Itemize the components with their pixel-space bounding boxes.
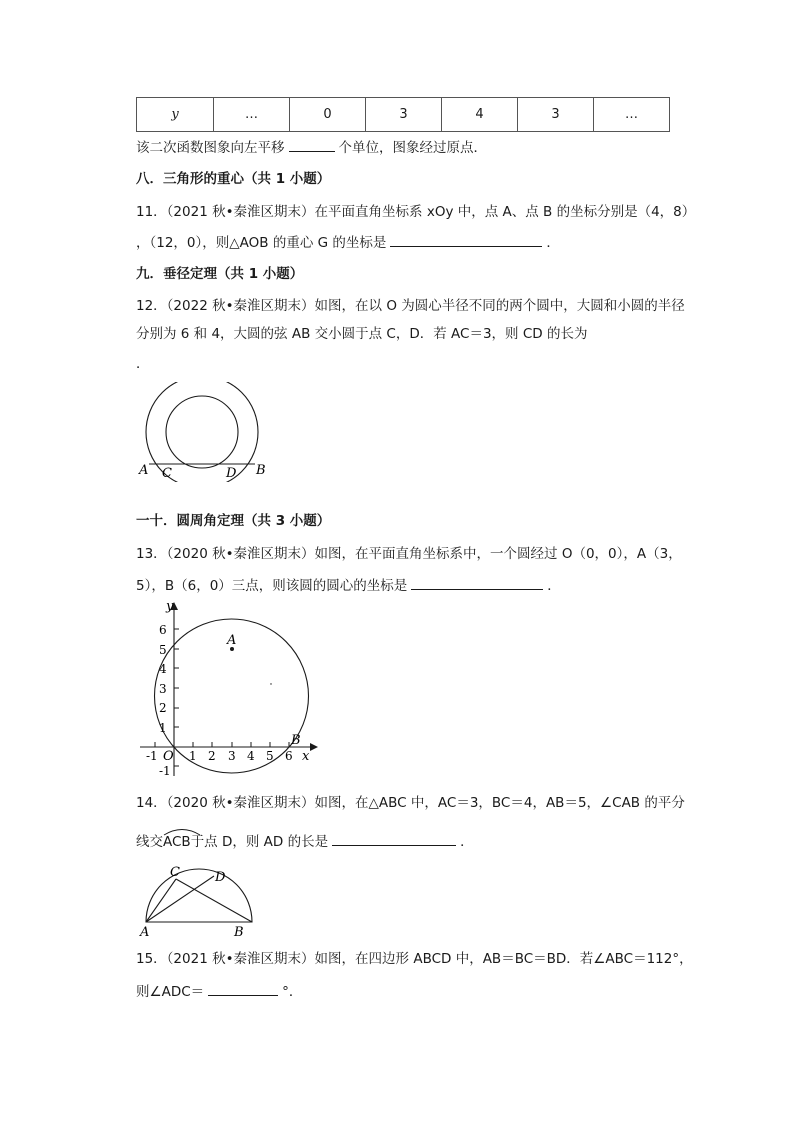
value-table: [136, 97, 670, 132]
q11-text-after: ．: [546, 235, 560, 251]
q12-line1: 12．（2022 秋•秦淮区期末）如图，在以 O 为圆心半径不同的两个圆中，大圆和小圆的半径: [136, 298, 685, 314]
table-cell: 3: [366, 98, 442, 132]
table-row: [137, 98, 670, 132]
label-a: A: [139, 463, 149, 478]
y-tick-label: 6: [159, 623, 167, 637]
y-tick-label: 2: [159, 701, 167, 715]
label-c: C: [162, 466, 172, 481]
semicircle-triangle-figure: [138, 862, 268, 942]
q15-line2: [136, 982, 302, 1001]
answer-blank[interactable]: [332, 832, 456, 846]
label-b: B: [256, 463, 266, 478]
table-cell: …: [594, 98, 670, 132]
origin-label: O: [163, 749, 174, 764]
answer-blank[interactable]: [390, 233, 542, 247]
y-tick-label: 4: [159, 662, 167, 676]
arc-label: ACB: [163, 834, 191, 850]
q15-text-before: 则∠ADC＝: [136, 984, 205, 1000]
q10-text-before: 该二次函数图象向左平移: [136, 140, 285, 156]
section-heading-10: 一十．圆周角定理（共 3 小题）: [136, 513, 331, 529]
label-a: A: [140, 925, 150, 940]
answer-blank[interactable]: [289, 138, 335, 152]
q13-text-before: 5），B（6，0）三点，则该圆的圆心的坐标是: [136, 578, 408, 594]
y-axis-label: y: [166, 599, 174, 614]
segment-ad: [146, 876, 214, 922]
x-tick-label: 3: [228, 749, 236, 763]
table-cell: 0: [290, 98, 366, 132]
y-tick-label: 5: [159, 643, 167, 657]
center-dot: [270, 683, 271, 684]
q11-line2: [136, 233, 560, 252]
table-cell: 4: [442, 98, 518, 132]
answer-blank[interactable]: [208, 982, 278, 996]
x-tick-label: 6: [285, 749, 293, 763]
q11-line1: 11．（2021 秋•秦淮区期末）在平面直角坐标系 xOy 中，点 A、点 B 的坐标分别是（4，8）: [136, 204, 696, 220]
q14-line1: 14．（2020 秋•秦淮区期末）如图，在△ABC 中，AC＝3，BC＝4，AB＝5，∠CAB 的平分: [136, 795, 685, 811]
point-a-label: A: [227, 633, 237, 648]
x-axis-arrow-icon: [310, 743, 318, 751]
x-tick-label: 5: [266, 749, 274, 763]
x-axis-label: x: [302, 749, 310, 764]
table-cell: 3: [518, 98, 594, 132]
y-tick-label: -1: [159, 764, 171, 778]
concentric-circles-figure: [136, 382, 276, 482]
q13-text-after: ．: [547, 578, 561, 594]
table-row-label: y: [137, 98, 214, 132]
x-tick-label: 1: [189, 749, 197, 763]
q10-text-after: 个单位，图象经过原点．: [338, 140, 487, 156]
q12-line2: 分别为 6 和 4，大圆的弦 AB 交小圆于点 C，D．若 AC＝3，则 CD 的长为: [136, 326, 588, 342]
label-d: D: [226, 466, 237, 481]
section-heading-8: 八．三角形的重心（共 1 小题）: [136, 171, 331, 187]
arc-overline-icon: [163, 826, 201, 836]
arc-acb-notation: [163, 833, 191, 851]
y-tick-label: 3: [159, 682, 167, 696]
point-b-label: B: [291, 733, 301, 748]
label-b: B: [234, 925, 244, 940]
q10-tail-line: [136, 138, 487, 157]
y-tick-label: 1: [159, 721, 167, 735]
q13-line1: 13．（2020 秋•秦淮区期末）如图，在平面直角坐标系中，一个圆经过 O（0，0），A（3，: [136, 546, 682, 562]
q15-line1: 15．（2021 秋•秦淮区期末）如图，在四边形 ABCD 中，AB＝BC＝BD．若∠ABC＝112°，: [136, 951, 693, 967]
coordinate-circle-figure: [140, 598, 320, 784]
x-tick-label: -1: [146, 749, 158, 763]
q11-text-before: ，（12，0），则△AOB 的重心 G 的坐标是: [136, 235, 387, 251]
small-circle: [166, 396, 238, 468]
q14-line2: [136, 832, 474, 851]
x-tick-label: 2: [208, 749, 216, 763]
section-heading-9: 九．垂径定理（共 1 小题）: [136, 266, 304, 282]
segment-cb: [176, 879, 252, 922]
x-tick-label: 4: [247, 749, 255, 763]
q14-text-after: ．: [460, 834, 474, 850]
label-c: C: [170, 865, 180, 880]
table-cell: …: [214, 98, 290, 132]
q14-text-mid: 于点 D，则 AD 的长是: [190, 834, 329, 850]
q14-text-before: 线交: [136, 834, 163, 850]
label-d: D: [215, 870, 226, 885]
q12-line3: ．: [136, 356, 150, 372]
q15-text-after: °．: [282, 984, 303, 1000]
semicircle: [146, 869, 252, 922]
q13-line2: [136, 576, 561, 595]
answer-blank[interactable]: [411, 576, 543, 590]
